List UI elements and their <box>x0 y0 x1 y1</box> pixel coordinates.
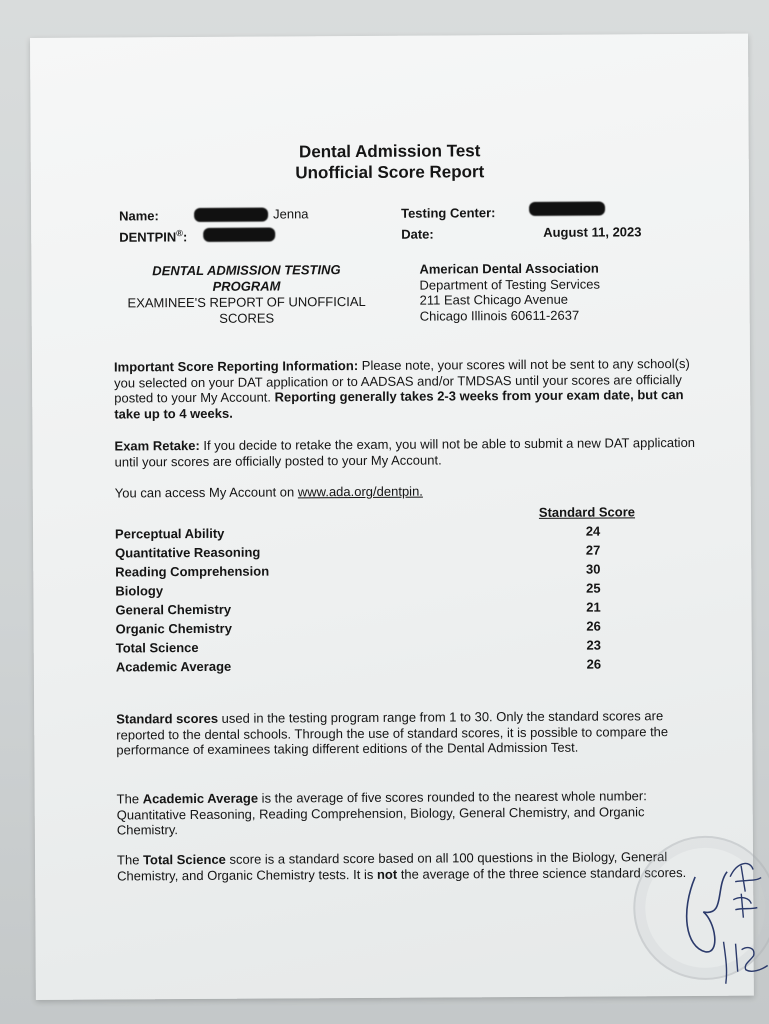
score-row-value: 26 <box>586 656 602 672</box>
report-subtitle: Unofficial Score Report <box>295 162 485 183</box>
report-title: Dental Admission Test <box>298 141 481 162</box>
redacted-name <box>194 208 268 222</box>
total-science-note: The Total Science score is a standard score based on all 100 questions in the Biology, General Chemistry, and Organic Chemistry tests. It is not the average of the three science standard scores. <box>116 849 687 883</box>
score-row-subject: Quantitative Reasoning <box>115 544 261 561</box>
organization-dept: Department of Testing Services <box>419 276 600 293</box>
score-row-subject: Organic Chemistry <box>115 620 232 637</box>
score-report-page <box>30 34 754 1000</box>
program-line1: DENTAL ADMISSION TESTING <box>152 262 341 279</box>
organization-street: 211 East Chicago Avenue <box>419 291 569 308</box>
score-row-subject: Biology <box>115 583 164 599</box>
score-row-value: 25 <box>586 580 601 596</box>
redacted-testing-center <box>529 201 605 215</box>
handwritten-signature <box>675 851 769 992</box>
dentpin-link[interactable]: www.ada.org/dentpin. <box>297 483 423 500</box>
date-label: Date: <box>401 226 434 242</box>
testing-center-label: Testing Center: <box>401 205 496 221</box>
score-row-value: 27 <box>585 542 601 558</box>
score-row-subject: Perceptual Ability <box>114 525 225 542</box>
important-info-paragraph: Important Score Reporting Information: Please note, your scores will not be sent to any school(s) you selected on your DAT application or to AADSAS and/or TMDSAS until your scores are officially posted to your My Account. Reporting generally takes 2-3 weeks from your exam date, but can take up to 4 weeks. <box>113 355 690 421</box>
exam-retake-paragraph: Exam Retake: If you decide to retake the exam, you will not be able to submit a new DAT application until your scores are officially posted to your My Account. <box>114 434 696 469</box>
account-access-paragraph: You can access My Account on www.ada.org/dentpin. <box>114 483 423 501</box>
name-value: Jenna <box>273 206 309 222</box>
score-row-subject: General Chemistry <box>115 601 232 618</box>
score-row-value: 30 <box>585 561 601 577</box>
redacted-dentpin <box>203 228 275 242</box>
score-row-value: 26 <box>586 618 601 634</box>
academic-average-note: The Academic Average is the average of five scores rounded to the nearest whole number: Quantitative Reasoning, Reading Comprehension, Biology, General Chemistry, and Organic Chemistry. <box>116 788 647 838</box>
program-block <box>111 262 381 328</box>
dentpin-label: DENTPIN®: <box>119 228 188 245</box>
score-row-subject: Academic Average <box>115 658 232 675</box>
name-label: Name: <box>119 208 159 224</box>
score-row-value: 23 <box>586 637 601 653</box>
organization-name: American Dental Association <box>419 260 599 277</box>
score-row-value: 24 <box>585 523 601 539</box>
score-row-subject: Total Science <box>115 639 199 656</box>
program-line3: EXAMINEE'S REPORT OF UNOFFICIAL <box>127 293 366 311</box>
score-row <box>116 656 616 678</box>
score-row-value: 21 <box>586 599 601 615</box>
organization-city: Chicago Illinois 60611-2637 <box>419 307 580 324</box>
score-row-subject: Reading Comprehension <box>115 563 270 580</box>
standard-score-header: Standard Score <box>538 504 636 520</box>
standard-scores-note: Standard scores used in the testing program range from 1 to 30. Only the standard scores are reported to the dental schools. Through the use of standard scores, it is possible to compare the performance of examinees taking different editions of the Dental Admission Test. <box>116 708 669 758</box>
organization-address <box>419 261 600 324</box>
date-value: August 11, 2023 <box>543 224 642 240</box>
program-line4: SCORES <box>219 310 275 326</box>
program-line2: PROGRAM <box>212 278 281 294</box>
